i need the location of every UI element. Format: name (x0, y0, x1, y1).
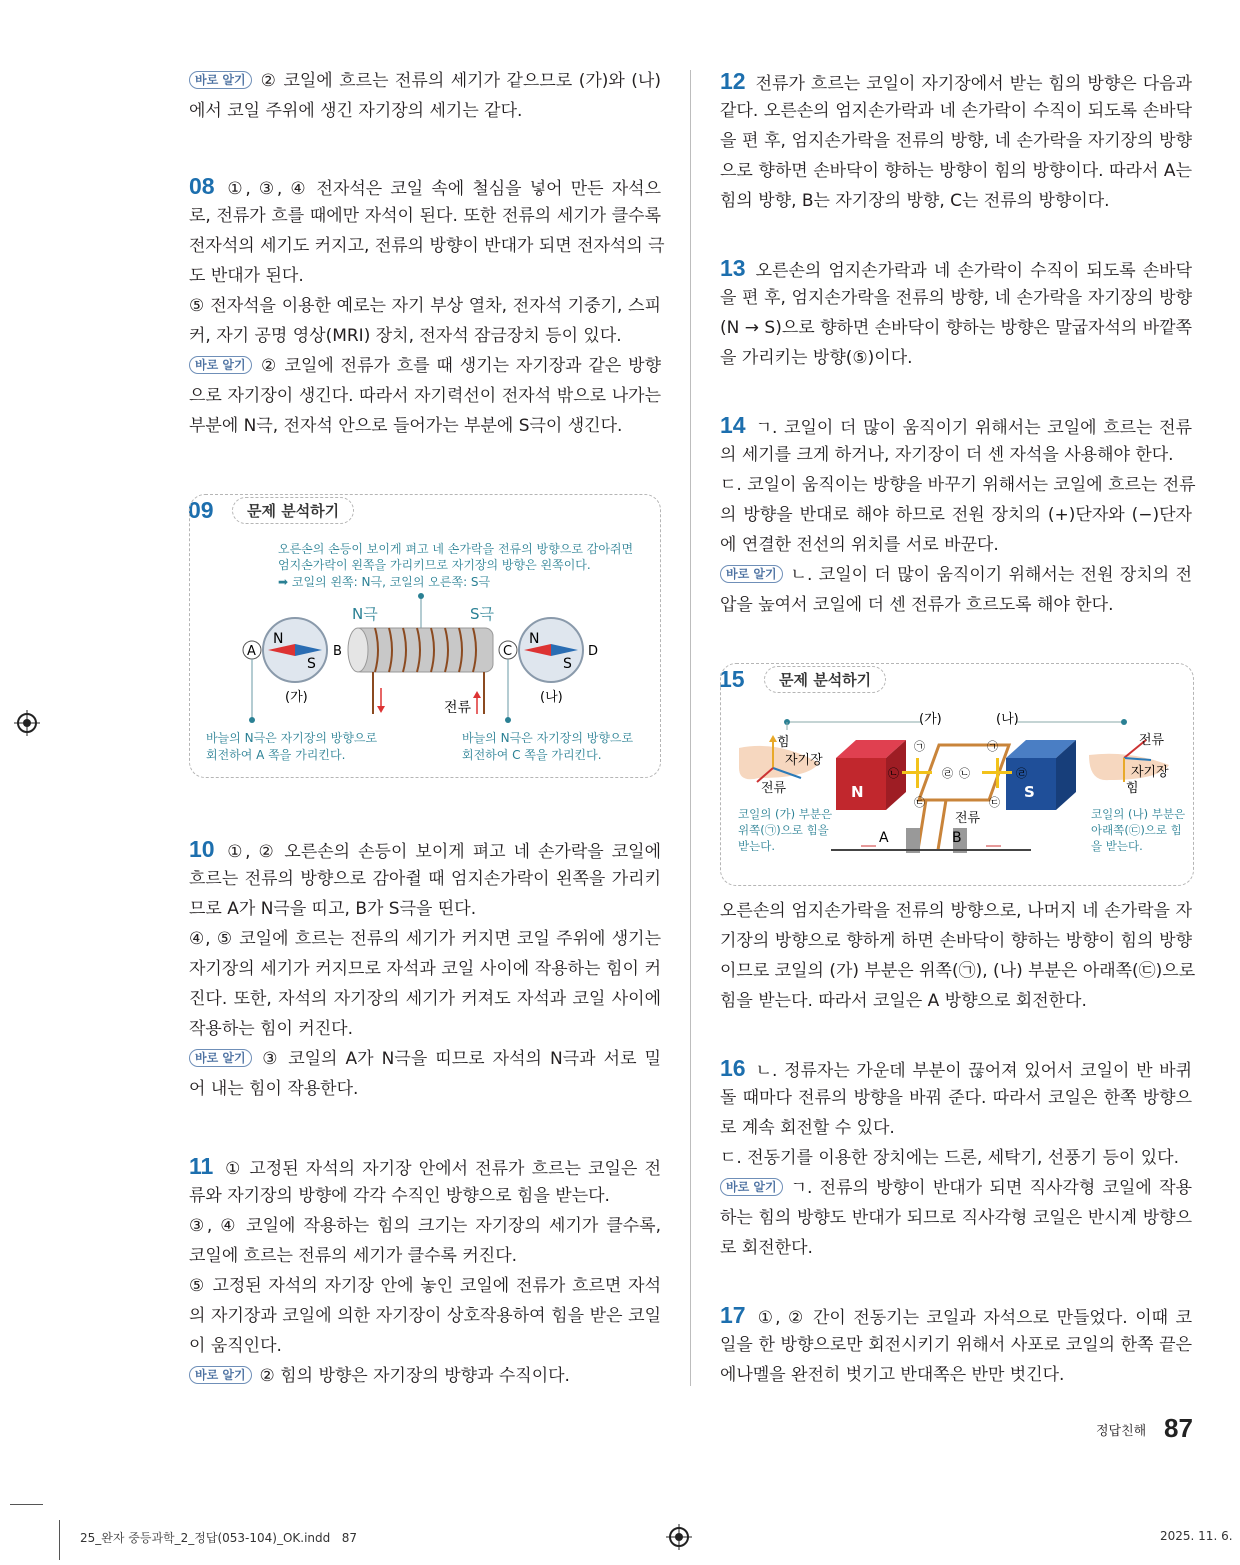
analysis-tag: 문제 분석하기 (764, 666, 886, 693)
crop-mark (10, 1504, 43, 1505)
line-text: ㄱ. 코일이 더 많이 움직이기 위해서는 코일에 흐르는 전류 (755, 418, 1192, 438)
text-line (720, 313, 1192, 343)
text-line (189, 1361, 661, 1391)
question-number: 15 (719, 666, 745, 692)
mark: ㉣ (942, 767, 953, 780)
n-pole-label: N극 (352, 605, 378, 623)
answer-11 (189, 1151, 661, 1391)
compass-s: S (563, 656, 572, 672)
text-line (189, 894, 661, 924)
left-note: 받는다. (738, 839, 775, 853)
line-text: 하는 힘의 방향도 반대가 되므로 직사각형 코일은 반시계 방향으 (720, 1208, 1192, 1228)
answer-16 (720, 1053, 1192, 1263)
line-text: 을 편 후, 엄지손가락을 전류의 방향, 네 손가락을 자기장의 방향 (720, 131, 1192, 151)
label-na: (나) (996, 712, 1019, 727)
line-text: 힘의 방향, B는 자기장의 방향, C는 전류의 방향이다. (720, 191, 1110, 211)
compass-s: S (307, 656, 316, 672)
current-label: 전류 (444, 700, 472, 716)
text-line (189, 954, 661, 984)
left-note: 위쪽(㉠)으로 힘을 (738, 823, 829, 837)
compass-na-icon (519, 618, 583, 682)
line-text: 오른손의 엄지손가락을 전류의 방향으로, 나머지 네 손가락을 자 (720, 901, 1192, 921)
text-line (720, 1083, 1192, 1113)
text-line (189, 66, 661, 96)
line-text: 로 회전한다. (720, 1238, 813, 1258)
brush-base-icon (831, 828, 1031, 853)
line-text: 으로 자기장이 생긴다. 따라서 자기력선이 전자석 밖으로 나가는 (189, 386, 661, 406)
answer-10 (189, 834, 661, 1104)
motor-diagram (721, 700, 1191, 882)
question-number: 16 (720, 1055, 746, 1081)
line-text: 이 움직인다. (189, 1336, 282, 1356)
line-text: 압을 높여서 코일에 더 센 전류가 흐르도록 해야 한다. (720, 595, 1114, 615)
mark: ㉡ (888, 767, 899, 780)
question-number: 11 (189, 1153, 214, 1179)
line-text: 전류가 흐르는 코일이 자기장에서 받는 힘의 방향은 다음과 (755, 74, 1192, 94)
line-text: ① 고정된 자석의 자기장 안에서 전류가 흐르는 코일은 전 (223, 1159, 661, 1179)
text-line (189, 351, 661, 381)
force-label: 힘 (1126, 781, 1139, 796)
field-label: 자기장 (1131, 765, 1169, 780)
line-text: 을 가리키는 방향(⑤)이다. (720, 348, 913, 368)
text-line (189, 291, 661, 321)
line-text: 의 자기장과 코일에 의한 자기장이 상호작용하여 힘을 받은 코일 (189, 1306, 661, 1326)
correction-badge: 바로 알기 (720, 565, 783, 583)
text-line (720, 1233, 1192, 1263)
registration-mark-icon (14, 710, 40, 736)
left-note: 코일의 (가) 부분은 (738, 807, 833, 821)
text-line (720, 66, 1192, 96)
compass-n: N (273, 631, 284, 647)
mark: ㉡ (959, 767, 970, 780)
text-line (189, 321, 661, 351)
text-line (720, 896, 1192, 926)
right-note: 코일의 (나) 부분은 (1091, 807, 1186, 821)
point-b: B (333, 644, 342, 659)
line-text: ⑤ 전자석을 이용한 예로는 자기 부상 열차, 전자석 기중기, 스피 (189, 296, 661, 316)
text-line (189, 96, 661, 126)
line-text: 자기장의 세기가 커지므로 자석과 코일 사이에 작용하는 힘이 커 (189, 959, 661, 979)
text-line (720, 1173, 1192, 1203)
solenoid-compass-diagram (190, 530, 660, 775)
left-note: 바늘의 N극은 자기장의 방향으로 (206, 731, 378, 745)
text-line (189, 924, 661, 954)
line-text: 에서 코일 주위에 생긴 자기장의 세기는 같다. (189, 101, 523, 121)
text-line (720, 253, 1192, 283)
line-text: ③, ④ 코일에 작용하는 힘의 크기는 자기장의 세기가 클수록, (189, 1216, 661, 1236)
answer-13 (720, 253, 1192, 373)
page-number: 87 (1164, 1413, 1193, 1443)
line-text: 커, 자기 공명 영상(MRI) 장치, 전자석 잠금장치 등이 있다. (189, 326, 622, 346)
text-line (189, 1271, 661, 1301)
line-text: 로 계속 회전할 수 있다. (720, 1118, 895, 1138)
current-label: 전류 (761, 781, 787, 796)
question-number: 08 (189, 173, 215, 199)
rotation-b: B (952, 830, 962, 846)
line-text: 의 세기를 크게 하거나, 자기장이 더 센 자석을 사용해야 한다. (720, 445, 1174, 465)
line-text: (N → S)으로 향하면 손바닥이 향하는 방향은 말굽자석의 바깥쪽 (720, 318, 1192, 338)
answer-12 (720, 66, 1192, 216)
text-line (720, 1330, 1192, 1360)
text-line (189, 1331, 661, 1361)
text-line (189, 1151, 661, 1181)
line-text: 의 방향을 반대로 해야 하므로 전원 장치의 (+)단자와 (−)단자 (720, 505, 1192, 525)
text-line (189, 864, 661, 894)
line-text: ㄴ. 정류자는 가운데 부분이 끊어져 있어서 코일이 반 바퀴 (755, 1061, 1192, 1081)
solenoid-icon (348, 628, 493, 714)
answer-07-note (189, 66, 661, 126)
question-number: 14 (720, 412, 746, 438)
line-text: ② 코일에 흐르는 전류의 세기가 같으므로 (가)와 (나) (259, 71, 661, 91)
line-text: 류와 자기장의 방향에 각각 수직인 방향으로 힘을 받는다. (189, 1186, 610, 1206)
text-line (720, 1113, 1192, 1143)
text-line (720, 470, 1196, 500)
text-line (720, 440, 1192, 470)
line-text: 작용하는 힘이 커진다. (189, 1019, 354, 1039)
text-line (720, 530, 1192, 560)
text-line (720, 1203, 1192, 1233)
text-line (189, 1044, 661, 1074)
text-line (720, 283, 1192, 313)
label-na: (나) (540, 690, 563, 705)
left-hand-rule-icon (739, 734, 823, 796)
line-text: 힘을 받는다. 따라서 코일은 A 방향으로 회전한다. (720, 991, 1087, 1011)
crop-mark (59, 1520, 60, 1560)
line-text: 부분에 N극, 전자석 안으로 들어가는 부분에 S극이 생긴다. (189, 416, 623, 436)
line-text: 어 내는 힘이 작용한다. (189, 1079, 359, 1099)
diagram-note: ➡ 코일의 왼쪽: N극, 코일의 오른쪽: S극 (278, 575, 491, 589)
line-text: 전자석의 세기도 커지고, 전류의 방향이 반대가 되면 전자석의 극 (189, 236, 665, 256)
line-text: 흐르는 전류의 방향으로 감아쥘 때 엄지손가락이 왼쪽을 가리키 (189, 869, 661, 889)
text-line (189, 201, 661, 231)
text-line (720, 500, 1192, 530)
text-line (189, 834, 661, 864)
magnet-s: S (1024, 783, 1035, 801)
compass-ga-icon (263, 618, 327, 682)
current-label: 전류 (1139, 733, 1165, 748)
text-line (720, 156, 1192, 186)
line-text: ①, ② 오른손의 손등이 보이게 펴고 네 손가락을 코일에 (224, 842, 661, 862)
footer-filename: 25_완자 중등과학_2_정답(053-104)_OK.indd 87 (80, 1531, 357, 1545)
text-line (189, 231, 665, 261)
question-number: 09 (188, 497, 214, 523)
text-line (720, 956, 1196, 986)
line-text: ④, ⑤ 코일에 흐르는 전류의 세기가 커지면 코일 주위에 생기는 (189, 929, 661, 949)
line-text: 일을 한 방향으로만 회전시키기 위해서 사포로 코일의 한쪽 끝은 (720, 1335, 1192, 1355)
line-text: ㄴ. 코일이 더 많이 움직이기 위해서는 전원 장치의 전 (790, 565, 1192, 585)
column-divider (690, 70, 691, 1386)
point-d: D (588, 644, 599, 659)
magnet-n: N (851, 783, 864, 801)
line-text: ㄷ. 코일이 움직이는 방향을 바꾸기 위해서는 코일에 흐르는 전류 (720, 475, 1196, 495)
line-text: ①, ② 간이 전동기는 코일과 자석으로 만들었다. 이때 코 (755, 1308, 1192, 1328)
line-text: 이므로 코일의 (가) 부분은 위쪽(㉠), (나) 부분은 아래쪽(㉢)으로 (720, 961, 1196, 981)
current-label: 전류 (955, 811, 981, 826)
line-text: ② 힘의 방향은 자기장의 방향과 수직이다. (259, 1366, 570, 1386)
mark: ㉢ (989, 796, 1000, 809)
text-line (720, 1300, 1192, 1330)
line-text: 오른손의 엄지손가락과 네 손가락이 수직이 되도록 손바닥 (755, 261, 1192, 281)
point-a: A (247, 644, 256, 659)
answer-08 (189, 171, 665, 441)
field-label: 자기장 (785, 753, 823, 768)
text-line (189, 1014, 661, 1044)
question-number: 10 (189, 836, 215, 862)
correction-badge: 바로 알기 (189, 356, 252, 374)
text-line (189, 1074, 661, 1104)
footer-date: 2025. 11. 6. (1160, 1529, 1233, 1543)
mark: ㉠ (987, 740, 998, 753)
mark: ㉠ (914, 740, 925, 753)
correction-badge: 바로 알기 (189, 71, 252, 89)
correction-badge: 바로 알기 (189, 1366, 252, 1384)
text-line (720, 1143, 1192, 1173)
question-number: 12 (720, 68, 746, 94)
text-line (720, 926, 1192, 956)
question-number: 13 (720, 255, 746, 281)
line-text: ⑤ 고정된 자석의 자기장 안에 놓인 코일에 전류가 흐르면 자석 (189, 1276, 661, 1296)
answer-15-explanation (720, 896, 1196, 1016)
line-text: 을 편 후, 엄지손가락을 전류의 방향, 네 손가락을 자기장의 방향 (720, 288, 1192, 308)
rotation-a: A (879, 830, 889, 846)
question-number: 17 (720, 1302, 746, 1328)
line-text: 코일에 흐르는 전류의 세기가 클수록 커진다. (189, 1246, 518, 1266)
line-text: ② 코일에 전류가 흐를 때 생기는 자기장과 같은 방향 (259, 356, 661, 376)
text-line (720, 1053, 1192, 1083)
line-text: ①, ③, ④ 전자석은 코일 속에 철심을 넣어 만든 자석으 (224, 179, 661, 199)
text-line (720, 986, 1192, 1016)
line-text: 에 연결한 전선의 위치를 서로 바꾼다. (720, 535, 999, 555)
diagram-note: 오른손의 손등이 보이게 펴고 네 손가락을 전류의 방향으로 감아쥐면 (278, 542, 634, 556)
diagram-note: 엄지손가락이 왼쪽을 가리키므로 자기장의 방향은 왼쪽이다. (278, 558, 591, 572)
text-line (189, 1301, 661, 1331)
text-line (720, 410, 1192, 440)
label-ga: (가) (285, 690, 308, 705)
line-text: 돌 때마다 전류의 방향을 바꿔 준다. 따라서 코일은 한쪽 방향으 (720, 1088, 1192, 1108)
force-label: 힘 (777, 735, 790, 750)
mark: ㉢ (914, 796, 925, 809)
right-note: 바늘의 N극은 자기장의 방향으로 (462, 731, 634, 745)
compass-n: N (529, 631, 540, 647)
line-text: ③ 코일의 A가 N극을 띠므로 자석의 N극과 서로 밀 (259, 1049, 661, 1069)
line-text: 에나멜을 완전히 벗기고 반대쪽은 반만 벗긴다. (720, 1365, 1065, 1385)
text-line (720, 560, 1192, 590)
analysis-tag: 문제 분석하기 (232, 497, 354, 524)
correction-badge: 바로 알기 (189, 1049, 252, 1067)
right-note: 아래쪽(㉢)으로 힘 (1091, 823, 1182, 837)
text-line (720, 1360, 1192, 1390)
text-line (720, 343, 1192, 373)
right-hand-rule-icon (1089, 732, 1169, 796)
right-note: 회전하여 C 쪽을 가리킨다. (462, 748, 602, 762)
label-ga: (가) (919, 712, 942, 727)
text-line (720, 590, 1192, 620)
correction-badge: 바로 알기 (720, 1178, 783, 1196)
line-text: 으로 향하면 손바닥이 향하는 방향이 힘의 방향이다. 따라서 A는 (720, 161, 1192, 181)
text-line (189, 1241, 661, 1271)
section-label: 정답친해 (1096, 1424, 1147, 1439)
answer-14 (720, 410, 1196, 620)
left-note: 회전하여 A 쪽을 가리킨다. (206, 748, 346, 762)
line-text: ㄱ. 전류의 방향이 반대가 되면 직사각형 코일에 작용 (790, 1178, 1192, 1198)
text-line (189, 381, 661, 411)
point-c: C (503, 644, 513, 659)
text-line (189, 411, 661, 441)
s-pole-label: S극 (470, 605, 495, 623)
registration-mark-icon (666, 1524, 692, 1550)
text-line (720, 96, 1192, 126)
text-line (189, 1181, 661, 1211)
text-line (189, 261, 661, 291)
line-text: 므로 A가 N극을 띠고, B가 S극을 띤다. (189, 899, 477, 919)
text-line (189, 984, 661, 1014)
text-line (720, 126, 1192, 156)
text-line (189, 1211, 661, 1241)
line-text: 기장의 방향으로 향하게 하면 손바닥이 향하는 방향이 힘의 방향 (720, 931, 1192, 951)
line-text: ㄷ. 전동기를 이용한 장치에는 드론, 세탁기, 선풍기 등이 있다. (720, 1148, 1179, 1168)
line-text: 진다. 또한, 자석의 자기장의 세기가 커져도 자석과 코일 사이에 (189, 989, 661, 1009)
right-note: 을 받는다. (1091, 839, 1143, 853)
text-line (720, 186, 1192, 216)
mark: ㉣ (1016, 767, 1027, 780)
text-line (189, 171, 661, 201)
line-text: 도 반대가 된다. (189, 266, 304, 286)
line-text: 같다. 오른손의 엄지손가락과 네 손가락이 수직이 되도록 손바닥 (720, 101, 1192, 121)
line-text: 로, 전류가 흐를 때에만 자석이 된다. 또한 전류의 세기가 클수록 (189, 206, 661, 226)
answer-17 (720, 1300, 1192, 1390)
